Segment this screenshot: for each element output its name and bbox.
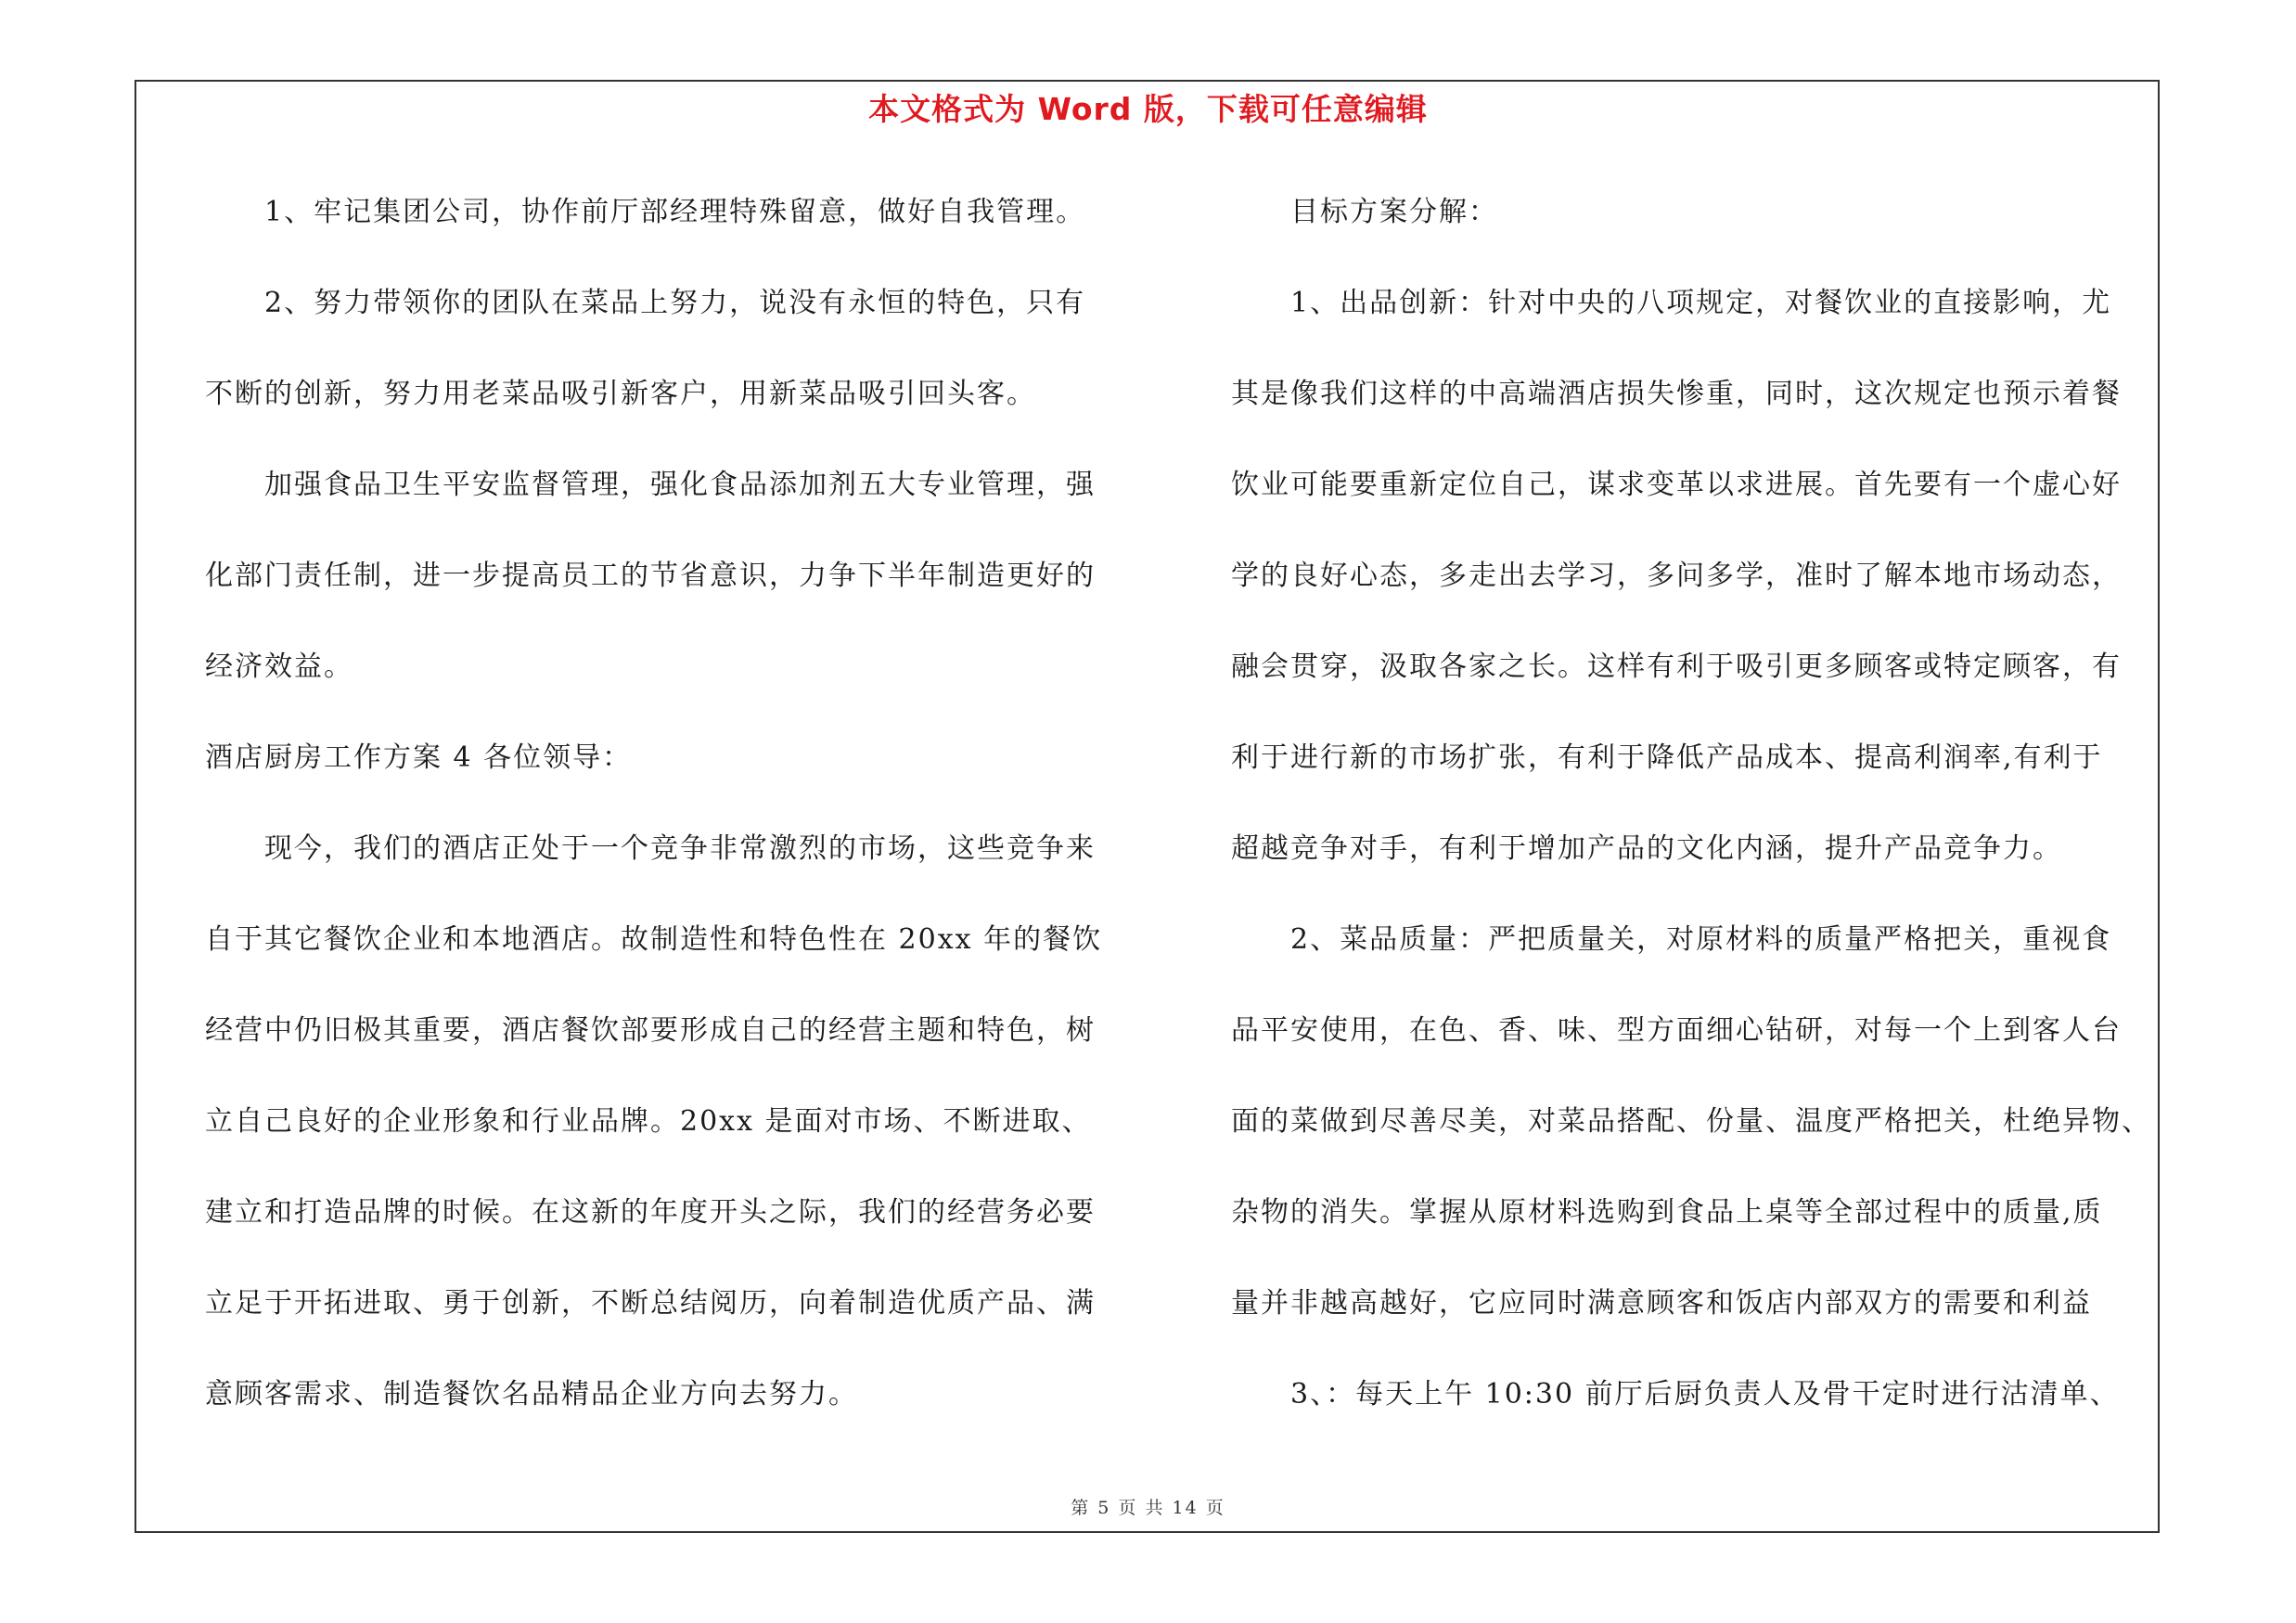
document-banner: 本文格式为 Word 版，下载可任意编辑 [868, 91, 1428, 127]
text-line: 利于进行新的市场扩张，有利于降低产品成本、提高利润率,有利于 [1231, 741, 2103, 774]
text-line: 学的良好心态，多走出去学习，多问多学，准时了解本地市场动态， [1231, 560, 2122, 592]
text-line: 面的菜做到尽善尽美，对菜品搭配、份量、温度严格把关，杜绝异物、 [1231, 1105, 2151, 1138]
text-line: 化部门责任制，进一步提高员工的节省意识，力争下半年制造更好的 [205, 560, 1096, 592]
right-column [1231, 176, 2159, 1449]
text-line: 其是像我们这样的中高端酒店损失惨重，同时，这次规定也预示着餐 [1231, 378, 2122, 410]
text-line: 立自己良好的企业形象和行业品牌。20xx 是面对市场、不断进取、 [205, 1105, 1092, 1138]
text-line: 2、努力带领你的团队在菜品上努力，说没有永恒的特色，只有 [264, 287, 1086, 319]
text-line: 现今，我们的酒店正处于一个竞争非常激烈的市场，这些竞争来 [264, 832, 1096, 865]
text-line: 3、：每天上午 10:30 前厅后厨负责人及骨干定时进行沽清单、 [1290, 1378, 2120, 1410]
text-line: 1、牢记集团公司，协作前厅部经理特殊留意，做好自我管理。 [264, 196, 1086, 228]
text-line: 立足于开拓进取、勇于创新，不断总结阅历，向着制造优质产品、满 [205, 1287, 1096, 1320]
text-line: 量并非越高越好，它应同时满意顾客和饭店内部双方的需要和利益 [1231, 1287, 2092, 1320]
text-line: 品平安使用，在色、香、味、型方面细心钻研，对每一个上到客人台 [1231, 1014, 2122, 1047]
text-line: 加强食品卫生平安监督管理，强化食品添加剂五大专业管理，强 [264, 469, 1096, 501]
text-line: 经济效益。 [205, 650, 353, 683]
text-line: 建立和打造品牌的时候。在这新的年度开头之际，我们的经营务必要 [205, 1196, 1096, 1229]
text-line: 2、菜品质量：严把质量关，对原材料的质量严格把关，重视食 [1290, 923, 2112, 956]
text-line: 不断的创新，努力用老菜品吸引新客户，用新菜品吸引回头客。 [205, 378, 1036, 410]
text-line: 酒店厨房工作方案 4 各位领导： [205, 741, 633, 774]
text-line: 融会贯穿，汲取各家之长。这样有利于吸引更多顾客或特定顾客，有 [1231, 650, 2122, 683]
text-line: 超越竞争对手，有利于增加产品的文化内涵，提升产品竞争力。 [1231, 832, 2062, 865]
text-line: 饮业可能要重新定位自己，谋求变革以求进展。首先要有一个虚心好 [1231, 469, 2122, 501]
text-line: 杂物的消失。掌握从原材料选购到食品上桌等全部过程中的质量,质 [1231, 1196, 2103, 1229]
page-footer: 第 5 页 共 14 页 [1071, 1498, 1225, 1518]
text-line: 自于其它餐饮企业和本地酒店。故制造性和特色性在 20xx 年的餐饮 [205, 923, 1103, 956]
text-line: 意顾客需求、制造餐饮名品精品企业方向去努力。 [205, 1378, 858, 1410]
text-line: 目标方案分解： [1290, 196, 1498, 228]
text-line: 1、出品创新：针对中央的八项规定，对餐饮业的直接影响，尤 [1290, 287, 2112, 319]
text-line: 经营中仍旧极其重要，酒店餐饮部要形成自己的经营主题和特色，树 [205, 1014, 1096, 1047]
left-column [205, 176, 1133, 1449]
